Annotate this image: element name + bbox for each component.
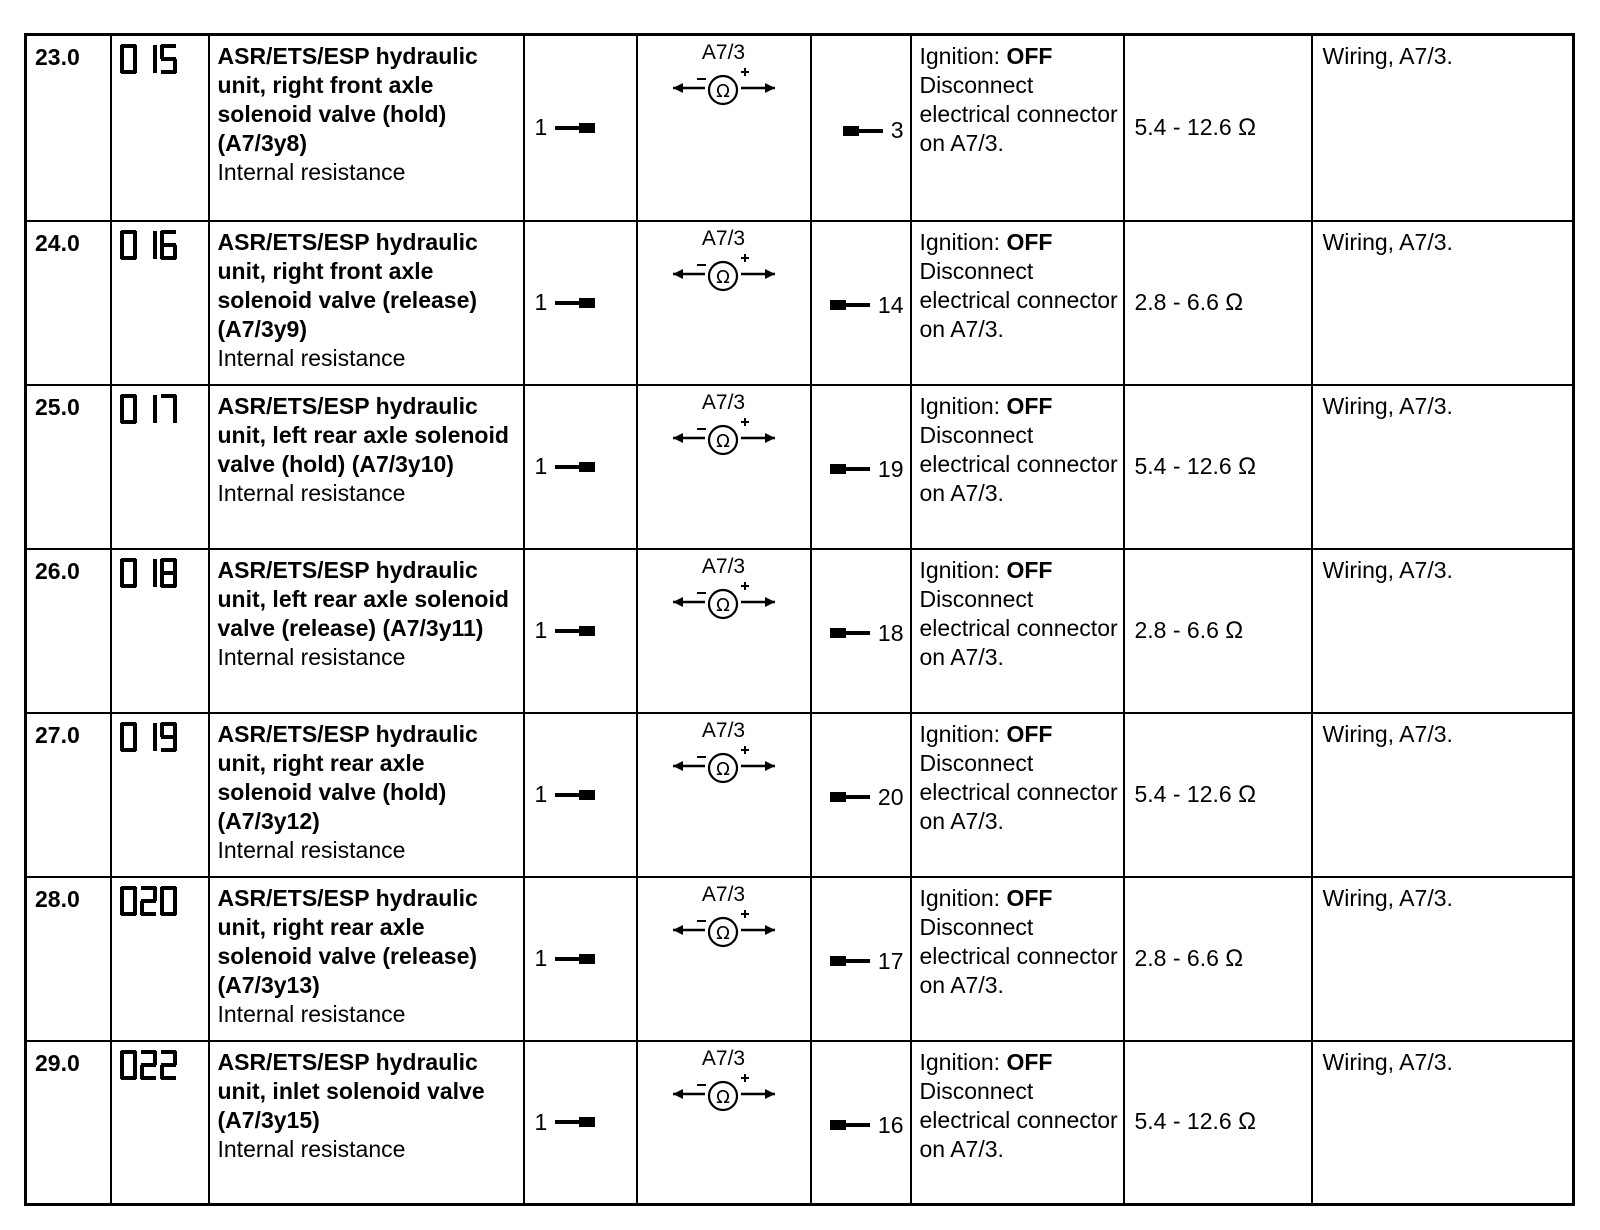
spec-range: 5.4 - 12.6 [1134,452,1232,479]
condition-instruction: Disconnect electrical connector on A7/3. [919,257,1118,342]
omega-icon: Ω [715,81,730,102]
test-condition [911,1041,1124,1205]
test-condition [911,221,1124,385]
connector-pin-icon [830,1123,870,1127]
spec-range: 2.8 - 6.6 [1134,288,1219,315]
step-number: 28.0 [26,877,111,1041]
pin-a-number: 1 [534,453,548,479]
test-pin-b [811,221,911,385]
ohm-unit-icon: Ω [1238,113,1257,141]
possible-cause: Wiring, A7/3. [1312,221,1574,385]
specification [1124,1041,1312,1205]
connector-pin-icon [830,303,870,307]
fault-code-cell [111,713,209,877]
test-pin-a [524,549,637,713]
spec-range: 5.4 - 12.6 [1134,113,1232,140]
test-pin-b [811,877,911,1041]
component-name: ASR/ETS/ESP hydraulic unit, right front axle solenoid valve (release) (A7/3y9) [217,228,478,342]
connector-pin-icon [555,1120,595,1124]
condition-instruction: Disconnect electrical connector on A7/3. [919,421,1118,506]
connector-pin-icon [830,959,870,963]
pin-b-number: 20 [877,783,904,810]
ohmmeter-icon [669,250,779,294]
fault-code-lcd [120,230,177,260]
ignition-state: OFF [1006,392,1053,419]
possible-cause: Wiring, A7/3. [1312,713,1574,877]
ignition-state: OFF [1006,228,1053,255]
component-name: ASR/ETS/ESP hydraulic unit, inlet solenoid valve (A7/3y15) [217,1048,485,1133]
test-type: Internal resistance [217,836,406,863]
connector-pin-icon [555,629,595,633]
condition-label: Ignition: [919,1048,1007,1075]
condition-instruction: Disconnect electrical connector on A7/3. [919,749,1118,834]
specification [1124,713,1312,877]
ohmmeter-icon [669,742,779,786]
condition-instruction: Disconnect electrical connector on A7/3. [919,72,1118,156]
step-number: 25.0 [26,385,111,549]
fault-code-cell [111,549,209,713]
ohm-unit-icon: Ω [1238,452,1257,480]
specification [1124,35,1312,221]
connector-pin-icon [843,129,883,133]
test-pin-b [811,385,911,549]
condition-label: Ignition: [919,392,1007,419]
ohmmeter-symbol-cell [637,549,811,713]
ignition-state: OFF [1006,556,1053,583]
pin-b-number: 16 [877,1111,904,1138]
test-type: Internal resistance [217,1000,406,1027]
omega-icon: Ω [715,922,730,944]
step-number: 29.0 [26,1041,111,1205]
table-row [26,221,1574,385]
condition-label: Ignition: [919,884,1007,911]
condition-label: Ignition: [919,43,1007,69]
component-description [209,877,524,1041]
specification [1124,877,1312,1041]
pin-b-number: 19 [877,455,904,482]
pin-a-number: 1 [534,945,548,971]
step-number: 26.0 [26,549,111,713]
spec-range: 2.8 - 6.6 [1134,944,1219,971]
ohm-unit-icon: Ω [1225,944,1244,972]
specification [1124,549,1312,713]
test-pin-b [811,549,911,713]
test-type: Internal resistance [217,1135,406,1162]
omega-icon: Ω [715,266,730,288]
connector-pin-icon [830,467,870,471]
test-pin-b [811,713,911,877]
test-pin-a [524,35,637,221]
condition-instruction: Disconnect electrical connector on A7/3. [919,1077,1118,1162]
pin-a-number: 1 [534,781,548,807]
ohm-unit-icon: Ω [1225,616,1244,644]
condition-label: Ignition: [919,556,1007,583]
pin-b-number: 17 [877,947,904,974]
fault-code-cell [111,385,209,549]
fault-code-lcd [120,558,177,588]
connector-pin-icon [555,793,595,797]
component-name: ASR/ETS/ESP hydraulic unit, right rear axle solenoid valve (release) (A7/3y13) [217,884,478,998]
possible-cause: Wiring, A7/3. [1312,35,1574,221]
ohmmeter-icon [669,414,779,458]
spec-range: 5.4 - 12.6 [1134,780,1232,807]
component-description [209,385,524,549]
test-condition [911,35,1124,221]
possible-cause: Wiring, A7/3. [1312,1041,1574,1205]
test-type: Internal resistance [217,479,406,506]
step-number: 27.0 [26,713,111,877]
pin-a-number: 1 [534,1108,548,1135]
omega-icon: Ω [715,430,730,452]
ignition-state: OFF [1006,720,1053,747]
condition-instruction: Disconnect electrical connector on A7/3. [919,913,1118,998]
step-number: 24.0 [26,221,111,385]
component-description [209,713,524,877]
connector-pin-icon [555,957,595,961]
fault-code-lcd [120,44,177,74]
fault-code-cell [111,35,209,221]
component-description [209,1041,524,1205]
pin-b-number: 18 [877,619,904,646]
ignition-state: OFF [1006,1048,1053,1075]
test-pin-a [524,221,637,385]
spec-range: 5.4 - 12.6 [1134,1108,1232,1135]
condition-label: Ignition: [919,228,1007,255]
table-row [26,1041,1574,1205]
component-name: ASR/ETS/ESP hydraulic unit, right rear axle solenoid valve (hold) (A7/3y12) [217,720,478,834]
component-label: A7/3 [701,390,746,414]
fault-code-lcd [120,1050,177,1080]
fault-code-cell [111,1041,209,1205]
test-type: Internal resistance [217,159,406,185]
test-pin-b [811,35,911,221]
ohmmeter-symbol-cell [637,221,811,385]
fault-code-cell [111,877,209,1041]
component-label: A7/3 [701,882,746,906]
component-name: ASR/ETS/ESP hydraulic unit, left rear axle solenoid valve (hold) (A7/3y10) [217,392,509,477]
test-pin-a [524,385,637,549]
test-pin-a [524,877,637,1041]
pin-a-number: 1 [534,289,548,315]
fault-code-cell [111,221,209,385]
table-row [26,35,1574,221]
fault-code-lcd [120,394,177,424]
ohmmeter-symbol-cell [637,35,811,221]
ohmmeter-icon [669,578,779,622]
condition-instruction: Disconnect electrical connector on A7/3. [919,585,1118,670]
test-condition [911,877,1124,1041]
specification [1124,385,1312,549]
spec-range: 2.8 - 6.6 [1134,616,1219,643]
pin-b-number: 3 [890,117,904,143]
ohmmeter-symbol-cell [637,877,811,1041]
test-type: Internal resistance [217,344,406,371]
table-row [26,713,1574,877]
ohmmeter-icon [669,64,779,108]
component-label: A7/3 [701,41,746,64]
ohm-unit-icon: Ω [1238,1108,1257,1136]
table-row [26,549,1574,713]
table-row [26,877,1574,1041]
specification [1124,221,1312,385]
connector-pin-icon [830,631,870,635]
possible-cause: Wiring, A7/3. [1312,549,1574,713]
connector-pin-icon [830,795,870,799]
component-description [209,221,524,385]
test-pin-a [524,1041,637,1205]
component-description [209,35,524,221]
omega-icon: Ω [715,594,730,616]
connector-pin-icon [555,465,595,469]
test-type: Internal resistance [217,643,406,670]
ignition-state: OFF [1006,43,1053,69]
diagnostic-test-table [24,33,1575,1206]
component-description [209,549,524,713]
test-condition [911,713,1124,877]
test-condition [911,549,1124,713]
component-name: ASR/ETS/ESP hydraulic unit, right front axle solenoid valve (hold) (A7/3y8) [217,43,478,156]
possible-cause: Wiring, A7/3. [1312,385,1574,549]
component-label: A7/3 [701,718,746,742]
omega-icon: Ω [715,758,730,780]
ohm-unit-icon: Ω [1225,288,1244,316]
pin-a-number: 1 [534,114,548,141]
fault-code-lcd [120,886,177,916]
ohmmeter-symbol-cell [637,713,811,877]
ohm-unit-icon: Ω [1238,780,1257,808]
possible-cause: Wiring, A7/3. [1312,877,1574,1041]
ohmmeter-symbol-cell [637,385,811,549]
omega-icon: Ω [715,1086,730,1108]
test-pin-b [811,1041,911,1205]
pin-a-number: 1 [534,617,548,643]
table-row [26,385,1574,549]
connector-pin-icon [555,126,595,130]
component-label: A7/3 [701,554,746,578]
test-pin-a [524,713,637,877]
ignition-state: OFF [1006,884,1053,911]
component-name: ASR/ETS/ESP hydraulic unit, left rear axle solenoid valve (release) (A7/3y11) [217,556,509,641]
ohmmeter-icon [669,1070,779,1114]
ohmmeter-icon [669,906,779,950]
test-condition [911,385,1124,549]
component-label: A7/3 [701,1046,746,1070]
connector-pin-icon [555,301,595,305]
fault-code-lcd [120,722,177,752]
pin-b-number: 14 [877,291,904,318]
ohmmeter-symbol-cell [637,1041,811,1205]
condition-label: Ignition: [919,720,1007,747]
component-label: A7/3 [701,226,746,250]
step-number: 23.0 [26,35,111,221]
